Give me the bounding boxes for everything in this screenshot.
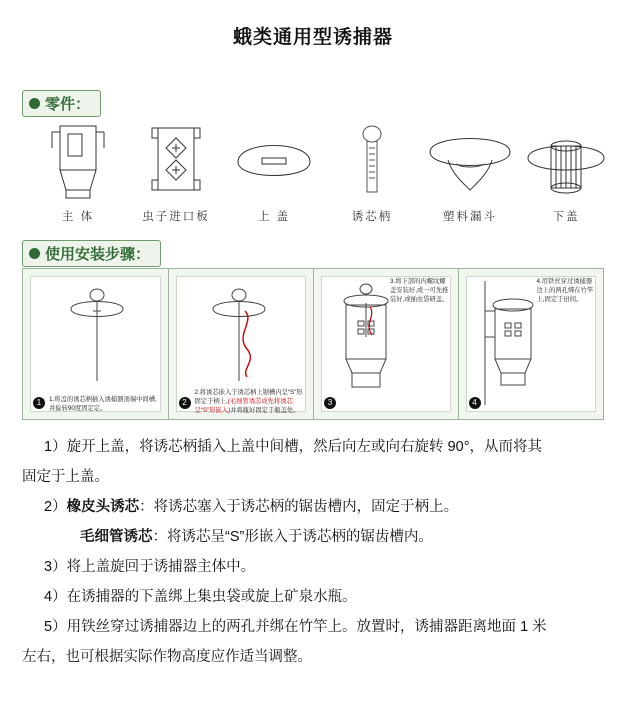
insect-entry-plate-icon (128, 118, 224, 206)
step-cell-1 (23, 269, 169, 419)
step-caption-2-post: 并将瓶好固定于瓶盖处。 (230, 406, 300, 414)
instruction-2-text: ：将诱芯塞入于诱芯柄的锯齿槽内，固定于柄上。 (139, 499, 459, 515)
bottom-cover-icon (518, 118, 614, 206)
instruction-6-line1: 5）用铁丝穿过诱捕器边上的两孔并绑在竹竿上。放置时，诱捕器距离地面 1 米 (44, 619, 547, 635)
instruction-2-term: 橡皮头诱芯 (66, 499, 140, 515)
section-label-parts: 零件： (45, 96, 91, 113)
section-header-steps (22, 240, 161, 267)
instructions-list (22, 432, 608, 672)
lure-handle-icon (324, 118, 420, 206)
part-insect-entry-plate (128, 118, 224, 224)
plastic-funnel-icon (422, 118, 518, 206)
trap-body-icon (30, 118, 126, 206)
step-number-badge-1: 1 (33, 397, 45, 409)
step-caption-2-red-note: (毛细管诱芯成先将诱芯呈“S”形嵌入) (194, 397, 293, 414)
part-lure-handle (324, 118, 420, 224)
part-label: 虫子进口板 (142, 211, 210, 223)
step-caption-2 (195, 388, 306, 415)
instruction-1-line2: 固定于上盖。 (22, 469, 109, 485)
instruction-3 (22, 522, 608, 552)
step-cell-2 (169, 269, 315, 419)
part-bottom-cover (518, 118, 614, 224)
instruction-6-line2: 左右，也可根据实际作物高度应作适当调整。 (22, 649, 312, 665)
instruction-3-text: ：将诱芯呈“S”形嵌入于诱芯柄的锯齿槽内。 (152, 529, 433, 545)
instruction-2-number: 2） (44, 499, 67, 515)
step-caption-1: 1.将盖的诱芯柄插入诱捕器顶端中间槽,并旋转90度固定定。 (49, 395, 157, 412)
top-cover-icon (226, 118, 322, 206)
instruction-1-line1: 1）旋开上盖，将诱芯柄插入上盖中间槽，然后向左或向右旋转 90°，从而将其 (44, 439, 543, 455)
part-top-cover (226, 118, 322, 224)
step-illustration-1 (30, 276, 161, 412)
step-number-badge-2: 2 (179, 397, 191, 409)
step-cell-4 (459, 269, 604, 419)
instruction-4: 3）将上盖旋回于诱捕器主体中。 (44, 559, 256, 575)
step-caption-4: 4.用铁丝穿过诱捕器边上的两孔绑在竹竿上,固定于田间。 (536, 278, 594, 304)
part-label: 下盖 (552, 211, 580, 223)
instruction-3-term: 毛细管诱芯 (80, 529, 153, 545)
part-trap-body (30, 118, 126, 224)
instruction-5: 4）在诱捕器的下盖绑上集虫袋或旋上矿泉水瓶。 (44, 589, 357, 605)
bullet-icon (29, 248, 40, 259)
part-label: 塑料漏斗 (443, 211, 497, 223)
steps-panel (22, 268, 604, 420)
parts-row (18, 118, 612, 228)
step-caption-2-pre: 2.将诱芯嵌入于诱芯柄上锯槽内呈“S”形固定于柄上, (194, 388, 303, 405)
step-cell-3 (314, 269, 459, 419)
part-plastic-funnel (422, 118, 518, 224)
section-header-parts (22, 90, 101, 117)
step-caption-3: 3.将下部的内螺纹螺盖安装好,或一可先推装好,或插虫袋研盖。 (390, 278, 449, 304)
part-label: 诱芯柄 (351, 211, 393, 223)
step-number-badge-3: 3 (324, 397, 336, 409)
part-label: 上 盖 (257, 211, 291, 223)
page-title: 蛾类通用型诱捕器 (232, 27, 393, 48)
bullet-icon (29, 98, 40, 109)
step-number-badge-4: 4 (469, 397, 481, 409)
section-label-steps: 使用安装步骤： (45, 246, 151, 263)
instruction-2 (22, 492, 608, 522)
part-label: 主 体 (61, 211, 95, 223)
